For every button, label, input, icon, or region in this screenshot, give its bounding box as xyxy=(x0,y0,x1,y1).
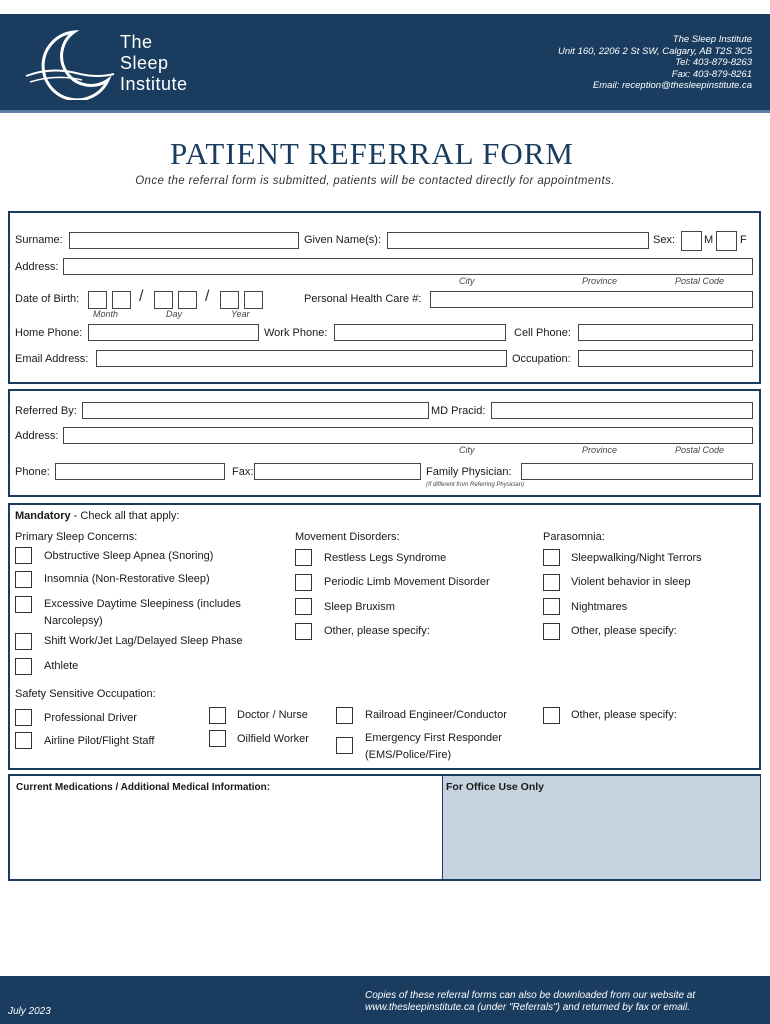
referrer-address-label: Address: xyxy=(15,430,59,442)
primary-label-athlete: Athlete xyxy=(44,660,79,672)
referred-by-field[interactable] xyxy=(82,402,429,419)
movement-label-bruxism: Sleep Bruxism xyxy=(324,601,395,613)
movement-label-rls: Restless Legs Syndrome xyxy=(324,552,447,564)
safety-checkbox-other[interactable] xyxy=(543,707,560,724)
safety-label-railroad: Railroad Engineer/Conductor xyxy=(365,709,507,721)
dob-year-box-1[interactable] xyxy=(220,291,239,309)
parasomnia-title: Parasomnia: xyxy=(543,531,605,543)
contact-info xyxy=(558,34,752,92)
contact-name: The Sleep Institute xyxy=(672,34,752,45)
page-title: PATIENT REFERRAL FORM xyxy=(170,136,574,171)
safety-checkbox-oilfield[interactable] xyxy=(209,730,226,747)
referrer-fax-field[interactable] xyxy=(254,463,421,480)
family-physician-label: Family Physician: xyxy=(426,466,512,478)
movement-checkbox-plmd[interactable] xyxy=(295,574,312,591)
logo-line-3: Institute xyxy=(120,74,188,94)
parasomnia-checkbox-nightmares[interactable] xyxy=(543,598,560,615)
referrer-phone-label: Phone: xyxy=(15,466,50,478)
home-phone-field[interactable] xyxy=(88,324,259,341)
parasomnia-label-violent: Violent behavior in sleep xyxy=(571,576,691,588)
logo-line-2: Sleep xyxy=(120,53,169,73)
safety-checkbox-railroad[interactable] xyxy=(336,707,353,724)
sex-m-checkbox[interactable] xyxy=(681,231,702,251)
safety-label-oilfield: Oilfield Worker xyxy=(237,733,309,745)
contact-email: Email: reception@thesleepinstitute.ca xyxy=(592,80,752,91)
safety-checkbox-emergency[interactable] xyxy=(336,737,353,754)
occupation-field[interactable] xyxy=(578,350,753,367)
safety-checkbox-pilot[interactable] xyxy=(15,732,32,749)
phc-label: Personal Health Care #: xyxy=(304,293,422,305)
contact-fax: Fax: 403-879-8261 xyxy=(671,68,752,80)
movement-checkbox-rls[interactable] xyxy=(295,549,312,566)
footer-note xyxy=(365,990,750,1014)
address-field[interactable] xyxy=(63,258,753,275)
medications-field[interactable] xyxy=(11,796,439,878)
primary-title: Primary Sleep Concerns: xyxy=(15,531,138,543)
month-hint: Month xyxy=(93,309,119,319)
moon-logo-icon xyxy=(22,28,118,100)
city-hint: City xyxy=(459,276,475,286)
primary-checkbox-shift[interactable] xyxy=(15,633,32,650)
contact-tel: Tel: 403-879-8263 xyxy=(675,57,752,68)
primary-label-eds: Excessive Daytime Sleepiness (includes xyxy=(44,598,241,610)
safety-label-doctor: Doctor / Nurse xyxy=(237,709,308,721)
office-use-label: For Office Use Only xyxy=(446,781,545,793)
primary-label-insomnia: Insomnia (Non-Restorative Sleep) xyxy=(44,573,210,585)
page-subtitle: Once the referral form is submitted, patients will be contacted directly for appointments. xyxy=(135,175,615,187)
safety-label-driver: Professional Driver xyxy=(44,712,137,724)
movement-title: Movement Disorders: xyxy=(295,531,400,543)
province-hint: Province xyxy=(582,276,618,286)
movement-label-plmd: Periodic Limb Movement Disorder xyxy=(324,576,490,588)
parasomnia-checkbox-sleepwalking[interactable] xyxy=(543,549,560,566)
footer-note-line-2: www.thesleepinstitute.ca (under "Referrals") and returned by fax or email. xyxy=(365,1002,691,1013)
footer-note-line-1: Copies of these referral forms can also be downloaded from our website at xyxy=(365,990,696,1001)
safety-checkbox-doctor[interactable] xyxy=(209,707,226,724)
parasomnia-label-nightmares: Nightmares xyxy=(571,601,628,613)
year-hint: Year xyxy=(231,309,250,319)
primary-checkbox-athlete[interactable] xyxy=(15,658,32,675)
primary-checkbox-insomnia[interactable] xyxy=(15,571,32,588)
cell-phone-label: Cell Phone: xyxy=(514,327,571,339)
sex-m-label: M xyxy=(704,234,714,246)
cell-phone-field[interactable] xyxy=(578,324,753,341)
dob-month-box-1[interactable] xyxy=(88,291,107,309)
mandatory-heading xyxy=(15,510,179,522)
movement-checkbox-bruxism[interactable] xyxy=(295,598,312,615)
primary-checkbox-osa[interactable] xyxy=(15,547,32,564)
safety-label-other: Other, please specify: xyxy=(571,709,677,721)
header-divider xyxy=(0,110,770,113)
sex-f-checkbox[interactable] xyxy=(716,231,737,251)
surname-label: Surname: xyxy=(15,234,63,246)
dob-slash-1: / xyxy=(139,288,144,305)
mandatory-heading-bold: Mandatory xyxy=(15,510,71,522)
md-pracid-label: MD Pracid: xyxy=(431,405,486,417)
address-label: Address: xyxy=(15,261,59,273)
family-physician-field[interactable] xyxy=(521,463,753,480)
safety-label-emergency: Emergency First Responder xyxy=(365,732,502,744)
work-phone-field[interactable] xyxy=(334,324,506,341)
primary-checkbox-eds[interactable] xyxy=(15,596,32,613)
if-different-hint: (If different from Referring Physician) xyxy=(426,482,525,488)
medications-label: Current Medications / Additional Medical Information: xyxy=(16,782,271,793)
primary-label-osa: Obstructive Sleep Apnea (Snoring) xyxy=(44,550,214,562)
given-name-label: Given Name(s): xyxy=(304,234,382,246)
dob-day-box-2[interactable] xyxy=(178,291,197,309)
referrer-province-hint: Province xyxy=(582,445,618,455)
referrer-phone-field[interactable] xyxy=(55,463,225,480)
dob-month-box-2[interactable] xyxy=(112,291,131,309)
work-phone-label: Work Phone: xyxy=(264,327,328,339)
contact-address: Unit 160, 2206 2 St SW, Calgary, AB T2S 3C5 xyxy=(558,45,752,57)
referrer-address-field[interactable] xyxy=(63,427,753,444)
home-phone-label: Home Phone: xyxy=(15,327,83,339)
footer-date: July 2023 xyxy=(8,1006,51,1017)
safety-title: Safety Sensitive Occupation: xyxy=(15,688,156,700)
phc-field[interactable] xyxy=(430,291,753,308)
occupation-label: Occupation: xyxy=(512,353,571,365)
logo-line-1: The xyxy=(120,32,153,52)
email-field[interactable] xyxy=(96,350,507,367)
movement-checkbox-other[interactable] xyxy=(295,623,312,640)
postal-code-hint: Postal Code xyxy=(675,276,725,286)
day-hint: Day xyxy=(166,309,183,319)
parasomnia-checkbox-violent[interactable] xyxy=(543,574,560,591)
dob-label: Date of Birth: xyxy=(15,293,80,305)
md-pracid-field[interactable] xyxy=(491,402,753,419)
safety-label-pilot: Airline Pilot/Flight Staff xyxy=(44,735,155,747)
sex-f-label: F xyxy=(740,234,747,246)
email-label: Email Address: xyxy=(15,353,89,365)
primary-label-shift: Shift Work/Jet Lag/Delayed Sleep Phase xyxy=(44,635,243,647)
safety-label-emergency-2: (EMS/Police/Fire) xyxy=(365,749,452,761)
mandatory-heading-rest: - Check all that apply: xyxy=(70,510,180,522)
referrer-fax-label: Fax: xyxy=(232,466,254,478)
primary-label-eds-2: Narcolepsy) xyxy=(44,615,103,627)
surname-field[interactable] xyxy=(69,232,299,249)
referrer-postal-hint: Postal Code xyxy=(675,445,725,455)
safety-checkbox-driver[interactable] xyxy=(15,709,32,726)
parasomnia-checkbox-other[interactable] xyxy=(543,623,560,640)
parasomnia-label-other: Other, please specify: xyxy=(571,625,677,637)
parasomnia-label-sleepwalking: Sleepwalking/Night Terrors xyxy=(571,552,702,564)
dob-year-box-2[interactable] xyxy=(244,291,263,309)
referrer-city-hint: City xyxy=(459,445,475,455)
referred-by-label: Referred By: xyxy=(15,405,77,417)
given-name-field[interactable] xyxy=(387,232,649,249)
logo-text xyxy=(120,32,188,95)
movement-label-other: Other, please specify: xyxy=(324,625,430,637)
dob-day-box-1[interactable] xyxy=(154,291,173,309)
dob-slash-2: / xyxy=(205,288,210,305)
sex-label: Sex: xyxy=(653,234,676,246)
